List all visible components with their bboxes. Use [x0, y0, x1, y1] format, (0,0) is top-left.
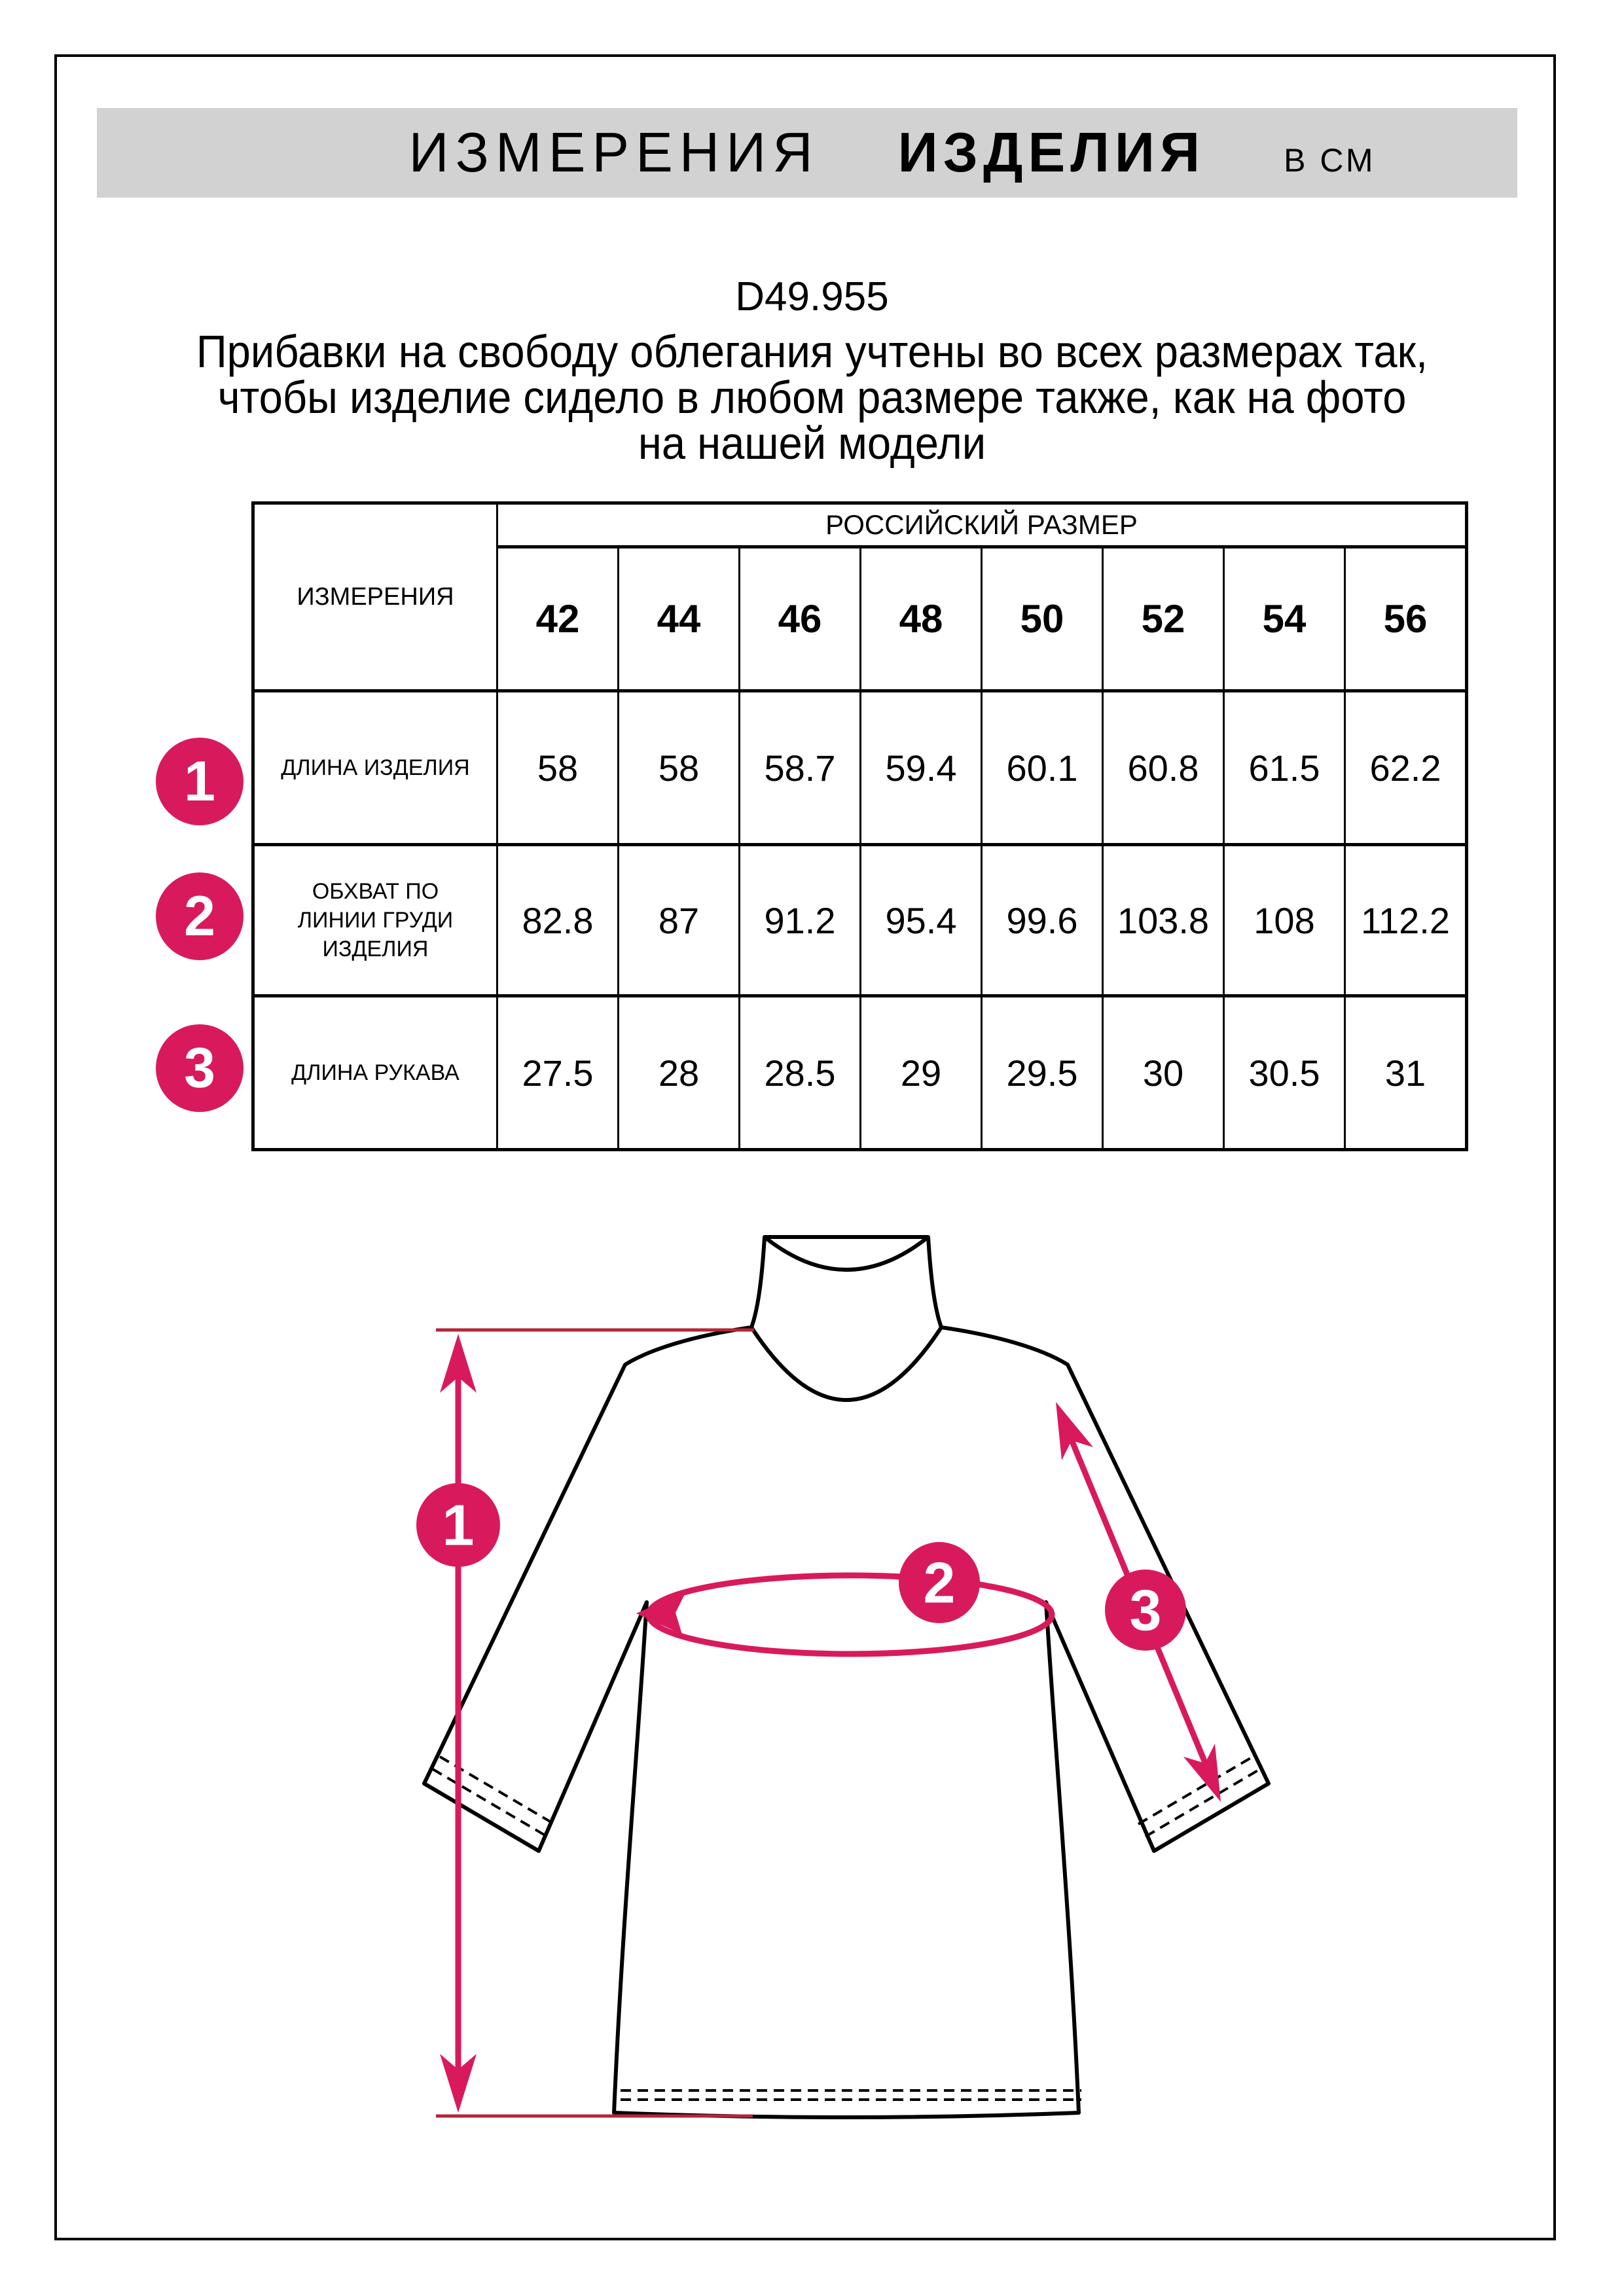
measurement-value-cell: 30.5	[1223, 994, 1344, 1148]
size-header-cell: 42	[496, 545, 617, 689]
garment-technical-drawing	[367, 1204, 1296, 2173]
measurement-value-cell: 58.7	[738, 689, 859, 843]
measurement-value-cell: 108	[1223, 843, 1344, 994]
measurement-value-cell: 60.1	[981, 689, 1102, 843]
measurement-value-cell: 103.8	[1102, 843, 1223, 994]
title-unit-text: В СМ	[1284, 141, 1376, 179]
drawing-measure-2-label: 2	[923, 1550, 956, 1615]
size-header-cell: 54	[1223, 545, 1344, 689]
garment-body-outline	[424, 1327, 1269, 2117]
measurement-value-cell: 27.5	[496, 994, 617, 1148]
measurement-label: ОБХВАТ ПО ЛИНИИ ГРУДИ ИЗДЕЛИЯ	[255, 843, 496, 994]
fit-note-line-1: Прибавки на свободу облегания учтены во всех размерах так,	[196, 326, 1428, 377]
drawing-measure-1-label: 1	[442, 1492, 475, 1558]
size-header-cell: 50	[981, 545, 1102, 689]
measurement-label: ДЛИНА РУКАВА	[255, 994, 496, 1148]
measurement-value-cell: 112.2	[1344, 843, 1465, 994]
measurement-value-cell: 58	[496, 689, 617, 843]
fit-note-line-3: на нашей модели	[638, 418, 986, 469]
measurement-value-cell: 28	[617, 994, 738, 1148]
size-table	[251, 501, 1468, 1151]
measurement-value-cell: 99.6	[981, 843, 1102, 994]
measurement-value-cell: 59.4	[859, 689, 981, 843]
measure-3-badge: 3	[156, 1024, 244, 1112]
measurement-value-cell: 82.8	[496, 843, 617, 994]
size-header-cell: 48	[859, 545, 981, 689]
size-header-cell: 46	[738, 545, 859, 689]
drawing-measure-3-label: 3	[1129, 1577, 1162, 1643]
measurement-value-cell: 28.5	[738, 994, 859, 1148]
measurement-value-cell: 62.2	[1344, 689, 1465, 843]
size-header-cell: 44	[617, 545, 738, 689]
header-bar	[97, 108, 1517, 198]
measurement-value-cell: 29.5	[981, 994, 1102, 1148]
page-title	[408, 121, 1375, 185]
title-measurements-text: ИЗМЕРЕНИЯ	[408, 121, 820, 184]
measurement-label: ДЛИНА ИЗДЕЛИЯ	[255, 689, 496, 843]
fit-note-line-2: чтобы изделие сидело в любом размере также, как на фото	[217, 372, 1407, 423]
measure-1-badge: 1	[156, 738, 244, 825]
size-header-cell: 56	[1344, 545, 1465, 689]
measurement-value-cell: 29	[859, 994, 981, 1148]
size-group-header: РОССИЙСКИЙ РАЗМЕР	[496, 505, 1465, 545]
measurement-value-cell: 91.2	[738, 843, 859, 994]
measure-2-badge: 2	[156, 872, 244, 960]
measurement-value-cell: 61.5	[1223, 689, 1344, 843]
fit-note	[57, 326, 1567, 469]
measure-column-header: ИЗМЕРЕНИЯ	[297, 583, 454, 611]
size-header-cell: 52	[1102, 545, 1223, 689]
measurement-value-cell: 31	[1344, 994, 1465, 1148]
title-product-text: ИЗДЕЛИЯ	[897, 121, 1206, 184]
product-code: D49.955	[735, 274, 889, 319]
measurement-value-cell: 87	[617, 843, 738, 994]
measurement-value-cell: 58	[617, 689, 738, 843]
measurement-value-cell: 30	[1102, 994, 1223, 1148]
measurement-value-cell: 95.4	[859, 843, 981, 994]
measurement-value-cell: 60.8	[1102, 689, 1223, 843]
